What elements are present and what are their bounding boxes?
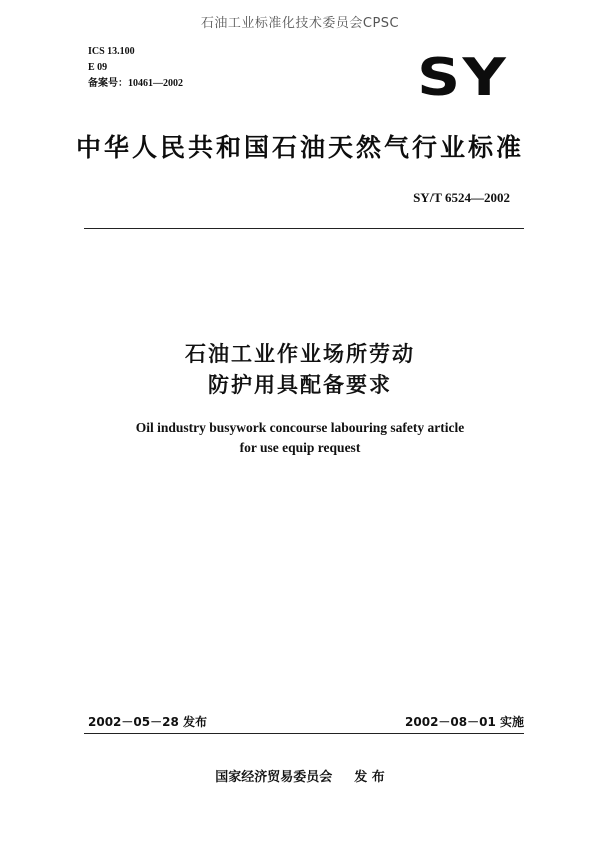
sy-logo: SY (417, 48, 508, 108)
title-cn-line-1: 石油工业作业场所劳动 (185, 342, 415, 366)
issuer-action: 发 布 (354, 770, 385, 785)
classification-block (88, 44, 183, 92)
standard-number: SY/T 6524—2002 (413, 190, 510, 205)
issuer-line (0, 766, 600, 785)
category-code: E 09 (88, 62, 108, 73)
org-title: 中华人民共和国石油天然气行业标准 (75, 133, 524, 162)
record-number: 备案号：10461—2002 (88, 78, 183, 89)
title-en-line-1: Oil industry busywork concourse labouring safety article (135, 420, 465, 435)
implementation-date: 2002－08－01 实施 (405, 715, 524, 729)
ics-code: ICS 13.100 (88, 46, 135, 57)
bottom-divider (84, 733, 524, 734)
issuer-name: 国家经济贸易委员会 (215, 770, 333, 785)
watermark-text: 石油工业标准化技术委员会CPSC (200, 16, 400, 31)
issue-date: 2002－05－28 发布 (88, 715, 207, 729)
top-divider (84, 228, 524, 229)
title-cn-line-2: 防护用具配备要求 (208, 373, 392, 397)
title-en-line-2: for use equip request (239, 440, 361, 455)
